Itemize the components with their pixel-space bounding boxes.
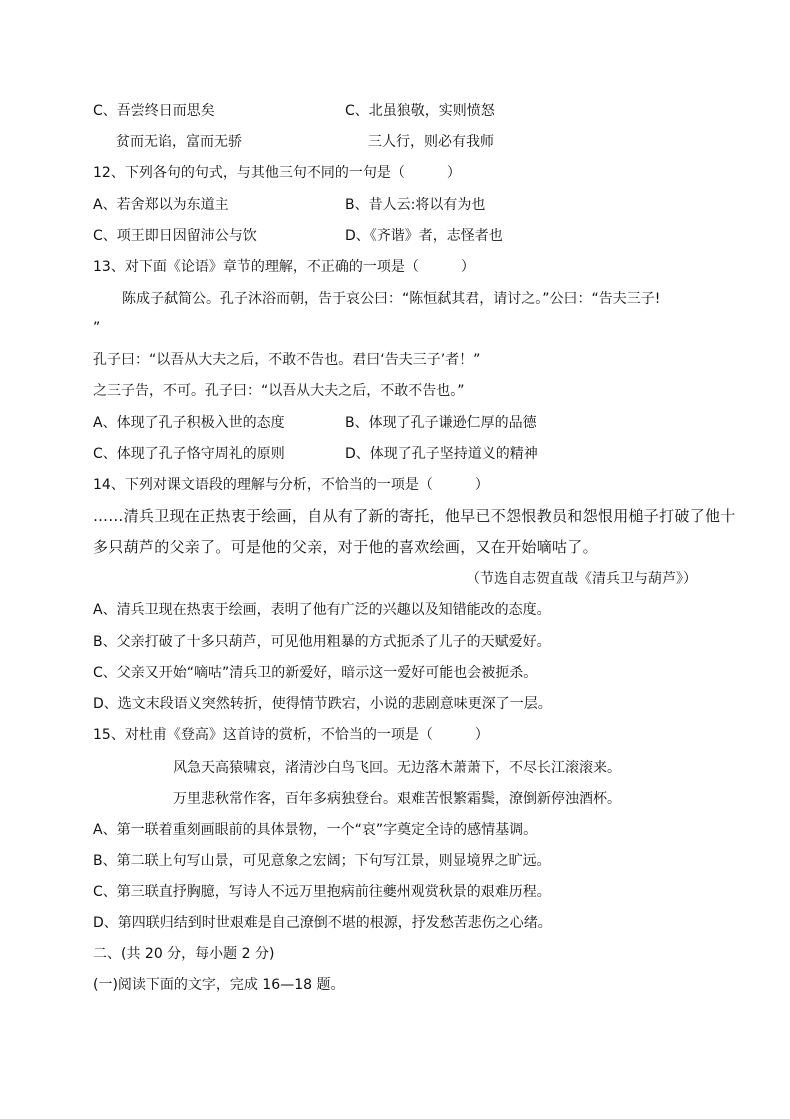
q13-option-a: A、体现了孔子积极入世的态度 [93, 415, 285, 431]
q11-option-d-line2: 三人行，则必有我师 [368, 134, 494, 150]
q12-stem: 12、下列各句的句式，与其他三句不同的一句是（ ） [93, 165, 461, 181]
q15-option-b: B、第二联上句写山景，可见意象之宏阔；下句写江景，则显境界之旷远。 [93, 853, 551, 869]
q13-option-d: D、体现了孔子坚持道义的精神 [345, 446, 538, 462]
q12-option-c: C、项王即日因留沛公与饮 [93, 228, 257, 244]
q13-passage-line1: 陈成子弑简公。孔子沐浴而朝，告于哀公曰：“陈恒弑其君，请讨之。”公曰：“告夫三子! [122, 291, 661, 307]
q13-passage-line1b: ” [93, 320, 101, 336]
q13-option-c: C、体现了孔子恪守周礼的原则 [93, 446, 285, 462]
q14-option-c: C、父亲又开始“嘀咕”清兵卫的新爱好，暗示这一爱好可能也会被扼杀。 [93, 665, 538, 681]
q13-stem: 13、对下面《论语》章节的理解，不正确的一项是（ ） [93, 259, 475, 275]
q11-option-d: C、北虽狼敬，实则愤怒 [345, 103, 495, 119]
q13-option-b: B、体现了孔子谦逊仁厚的品德 [345, 415, 537, 431]
q14-stem: 14、下列对课文语段的理解与分析，不恰当的一项是（ ） [93, 477, 489, 493]
q11-option-c-line2: 贫而无谄，富而无骄 [116, 134, 242, 150]
q12-option-d: D、《齐谐》者，志怪者也 [345, 228, 503, 244]
q14-source: （节选自志贺直哉《清兵卫与葫芦》） [466, 571, 697, 587]
q15-option-c: C、第三联直抒胸臆，写诗人不远万里抱病前往夔州观赏秋景的艰难历程。 [93, 884, 551, 900]
section-subheading: (一)阅读下面的文字，完成 16—18 题。 [93, 977, 345, 993]
q15-poem-line1: 风急天高猿啸哀，渚清沙白鸟飞回。无边落木萧萧下，不尽长江滚滚来。 [173, 760, 621, 776]
q11-option-c: C、吾尝终日而思矣 [93, 103, 215, 119]
section-heading: 二、(共 20 分，每小题 2 分) [93, 946, 275, 962]
q14-passage-line2: 多只葫芦的父亲了。可是他的父亲，对于他的喜欢绘画，又在开始嘀咕了。 [93, 538, 598, 556]
q15-poem-line2: 万里悲秋常作客，百年多病独登台。艰难苦恨繁霜鬓，潦倒新停浊酒杯。 [173, 791, 621, 807]
q15-option-d: D、第四联归结到时世艰难是自己潦倒不堪的根源，抒发愁苦悲伤之心绪。 [93, 915, 552, 931]
q14-option-d: D、选文末段语义突然转折，使得情节跌宕，小说的悲剧意味更深了一层。 [93, 696, 552, 712]
q15-option-a: A、第一联着重刻画眼前的具体景物，一个“哀”字奠定全诗的感情基调。 [93, 822, 538, 838]
q12-option-a: A、若舍郑以为东道主 [93, 197, 229, 213]
q13-passage-line3: 之三子告，不可。孔子曰：“以吾从大夫之后，不敢不告也。” [93, 383, 465, 399]
q14-option-b: B、父亲打破了十多只葫芦，可见他用粗暴的方式扼杀了儿子的天赋爱好。 [93, 634, 551, 650]
q15-stem: 15、对杜甫《登高》这首诗的赏析，不恰当的一项是（ ） [93, 727, 489, 743]
q14-option-a: A、清兵卫现在热衷于绘画，表明了他有广泛的兴趣以及知错能改的态度。 [93, 602, 551, 618]
q12-option-b: B、昔人云:将以有为也 [345, 197, 486, 213]
q14-passage-line1: ……清兵卫现在正热衷于绘画，自从有了新的寄托，他早已不怨恨教员和怨恨用槌子打破了他十 [93, 507, 736, 525]
q13-passage-line2: 孔子曰：“以吾从大夫之后，不敢不告也。君曰‘告夫三子’者！” [93, 352, 481, 368]
